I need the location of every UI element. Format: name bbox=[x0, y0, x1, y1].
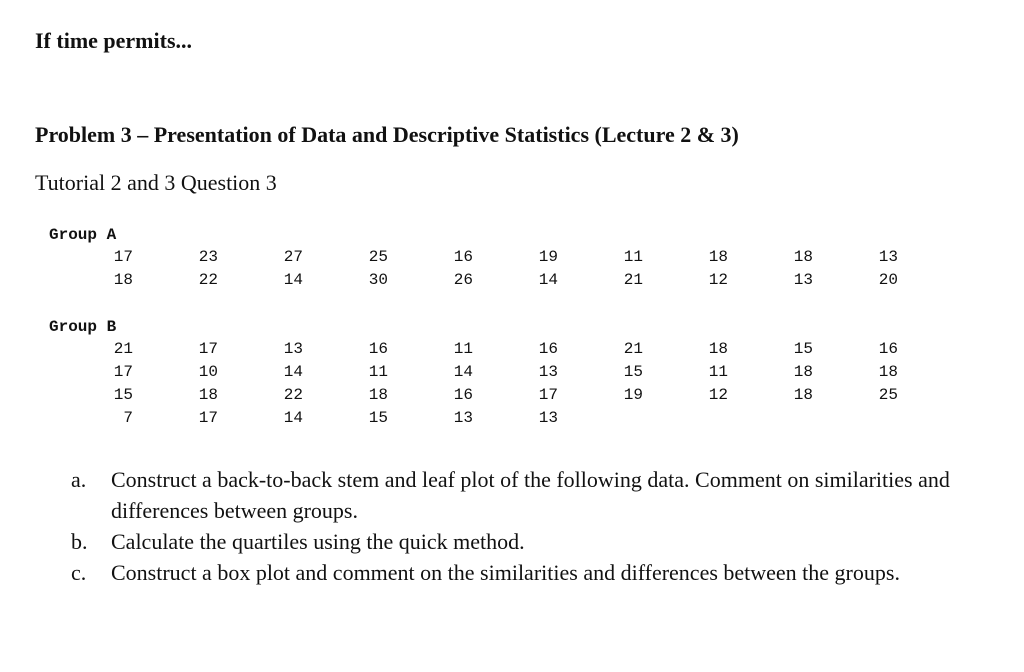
data-cell: 14 bbox=[538, 271, 558, 289]
task-text: Calculate the quartiles using the quick method. bbox=[111, 529, 525, 554]
group-a-table bbox=[0, 248, 1024, 294]
data-cell: 11 bbox=[623, 248, 643, 266]
data-cell: 13 bbox=[453, 409, 473, 427]
data-cell: 13 bbox=[878, 248, 898, 266]
data-cell: 13 bbox=[793, 271, 813, 289]
task-item-a bbox=[71, 464, 971, 526]
data-cell: 17 bbox=[113, 248, 133, 266]
data-row bbox=[0, 386, 1024, 409]
task-item-b bbox=[71, 526, 971, 557]
data-row bbox=[0, 340, 1024, 363]
data-cell: 16 bbox=[453, 386, 473, 404]
data-cell: 12 bbox=[708, 271, 728, 289]
problem-subtitle: Tutorial 2 and 3 Question 3 bbox=[35, 170, 277, 195]
data-cell: 18 bbox=[368, 386, 388, 404]
data-row bbox=[0, 409, 1024, 432]
data-cell: 27 bbox=[283, 248, 303, 266]
data-cell: 18 bbox=[113, 271, 133, 289]
task-text: Construct a box plot and comment on the similarities and differences between the groups. bbox=[111, 560, 900, 585]
data-cell: 17 bbox=[198, 340, 218, 358]
data-cell: 18 bbox=[793, 363, 813, 381]
data-cell: 23 bbox=[198, 248, 218, 266]
data-cell: 15 bbox=[113, 386, 133, 404]
data-cell: 18 bbox=[878, 363, 898, 381]
data-cell: 16 bbox=[368, 340, 388, 358]
data-cell: 15 bbox=[368, 409, 388, 427]
data-cell: 18 bbox=[708, 340, 728, 358]
data-cell: 14 bbox=[283, 363, 303, 381]
intro-heading: If time permits... bbox=[35, 28, 193, 53]
problem-title: Problem 3 – Presentation of Data and Descriptive Statistics (Lecture 2 & 3) bbox=[35, 122, 739, 147]
data-cell: 14 bbox=[283, 409, 303, 427]
data-cell: 13 bbox=[538, 409, 558, 427]
data-cell: 18 bbox=[708, 248, 728, 266]
data-cell: 22 bbox=[198, 271, 218, 289]
task-list bbox=[71, 464, 971, 588]
data-cell: 11 bbox=[368, 363, 388, 381]
data-cell: 25 bbox=[878, 386, 898, 404]
data-cell: 21 bbox=[623, 271, 643, 289]
data-cell: 30 bbox=[368, 271, 388, 289]
data-cell: 17 bbox=[113, 363, 133, 381]
group-b-label: Group B bbox=[49, 318, 117, 336]
data-row bbox=[0, 271, 1024, 294]
data-cell: 14 bbox=[283, 271, 303, 289]
task-letter: b. bbox=[71, 529, 88, 554]
group-b-table bbox=[0, 340, 1024, 432]
data-row bbox=[0, 248, 1024, 271]
data-cell: 16 bbox=[538, 340, 558, 358]
data-cell: 18 bbox=[793, 248, 813, 266]
data-cell: 17 bbox=[538, 386, 558, 404]
task-letter: a. bbox=[71, 467, 87, 492]
data-cell: 15 bbox=[623, 363, 643, 381]
data-cell: 15 bbox=[793, 340, 813, 358]
data-cell: 12 bbox=[708, 386, 728, 404]
data-cell: 20 bbox=[878, 271, 898, 289]
data-cell: 18 bbox=[198, 386, 218, 404]
group-a-label: Group A bbox=[49, 226, 117, 244]
data-cell: 22 bbox=[283, 386, 303, 404]
data-cell: 21 bbox=[113, 340, 133, 358]
data-cell: 26 bbox=[453, 271, 473, 289]
data-cell: 17 bbox=[198, 409, 218, 427]
data-cell: 10 bbox=[198, 363, 218, 381]
data-cell: 16 bbox=[878, 340, 898, 358]
data-cell: 7 bbox=[123, 409, 133, 427]
data-cell: 13 bbox=[283, 340, 303, 358]
data-cell: 19 bbox=[538, 248, 558, 266]
task-letter: c. bbox=[71, 560, 87, 585]
data-cell: 13 bbox=[538, 363, 558, 381]
data-cell: 16 bbox=[453, 248, 473, 266]
data-cell: 19 bbox=[623, 386, 643, 404]
data-cell: 11 bbox=[453, 340, 473, 358]
task-text: Construct a back-to-back stem and leaf plot of the following data. Comment on similarities and differences between groups. bbox=[111, 467, 950, 523]
data-cell: 11 bbox=[708, 363, 728, 381]
data-cell: 14 bbox=[453, 363, 473, 381]
data-cell: 25 bbox=[368, 248, 388, 266]
data-cell: 18 bbox=[793, 386, 813, 404]
data-row bbox=[0, 363, 1024, 386]
data-cell: 21 bbox=[623, 340, 643, 358]
task-item-c bbox=[71, 557, 971, 588]
